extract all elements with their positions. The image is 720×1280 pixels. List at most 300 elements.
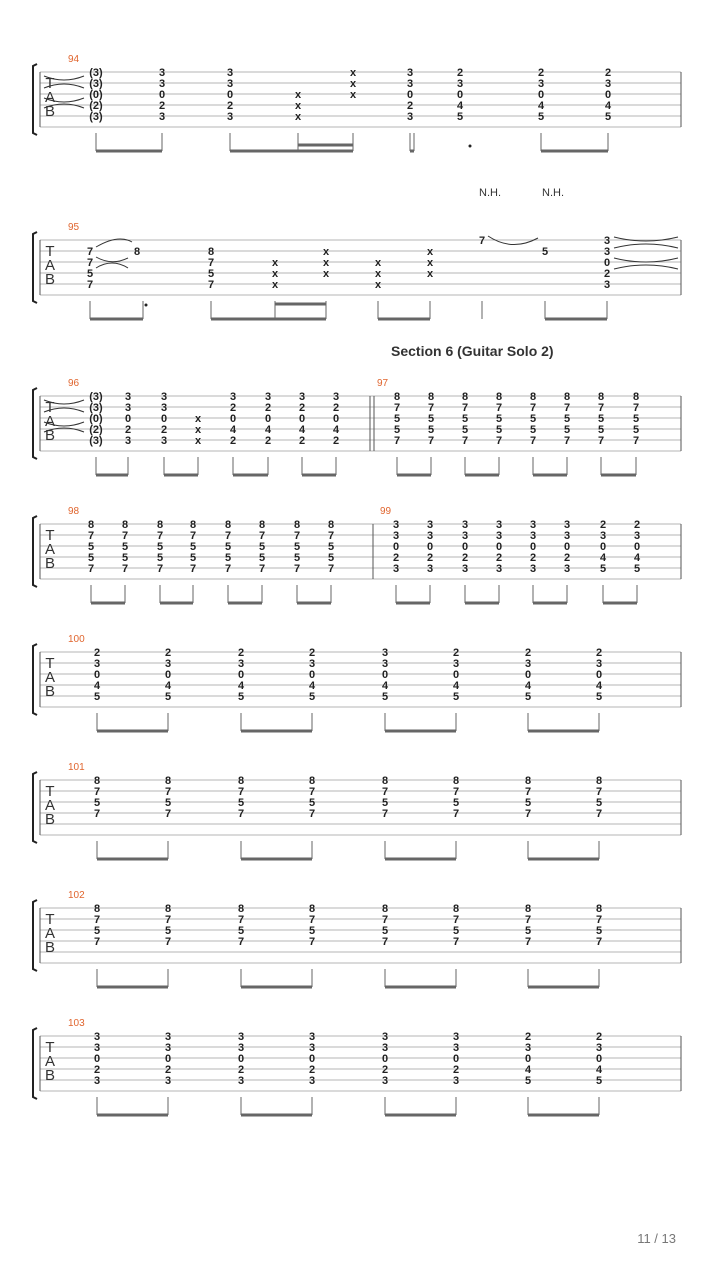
- fret-number: 2: [124, 424, 132, 436]
- fret-number: 5: [563, 424, 571, 436]
- fret-number: 2: [456, 67, 464, 79]
- dead-note: x: [374, 268, 382, 280]
- fret-number: 3: [237, 1075, 245, 1087]
- fret-number: 5: [595, 925, 603, 937]
- rhythm-dot: [469, 145, 472, 148]
- fret-number: (2): [89, 424, 103, 436]
- fret-number: 5: [308, 691, 316, 703]
- fret-number: 7: [237, 936, 245, 948]
- fret-number: 5: [524, 691, 532, 703]
- fret-number: 7: [327, 563, 335, 575]
- fret-number: 7: [595, 808, 603, 820]
- fret-number: 7: [327, 530, 335, 542]
- dead-note: x: [271, 257, 279, 269]
- fret-number: 4: [264, 424, 272, 436]
- fret-number: 8: [524, 903, 532, 915]
- fret-number: 3: [461, 530, 469, 542]
- fret-number: 7: [164, 786, 172, 798]
- tab-clef-letter: A: [44, 257, 56, 274]
- fret-number: 4: [537, 100, 545, 112]
- fret-number: (3): [89, 67, 103, 79]
- fret-number: (3): [89, 78, 103, 90]
- fret-number: 8: [258, 519, 266, 531]
- fret-number: 5: [633, 563, 641, 575]
- fret-number: 8: [595, 903, 603, 915]
- tab-clef-letter: B: [44, 811, 56, 828]
- fret-number: 7: [308, 914, 316, 926]
- fret-number: 4: [604, 100, 612, 112]
- tie-curve: [614, 258, 678, 262]
- fret-number: 8: [327, 519, 335, 531]
- fret-number: 7: [86, 257, 94, 269]
- fret-number: 7: [427, 402, 435, 414]
- fret-number: 8: [381, 775, 389, 787]
- fret-number: 7: [93, 786, 101, 798]
- tab-clef-letter: A: [44, 1053, 56, 1070]
- fret-number: 3: [406, 67, 414, 79]
- fret-number: 2: [461, 552, 469, 564]
- fret-number: 7: [258, 563, 266, 575]
- fret-number: 0: [633, 541, 641, 553]
- fret-number: 7: [529, 402, 537, 414]
- fret-number: 7: [207, 279, 215, 291]
- fret-number: 3: [158, 78, 166, 90]
- tab-clef-letter: A: [44, 89, 56, 106]
- fret-number: 5: [452, 691, 460, 703]
- fret-number: 2: [237, 1064, 245, 1076]
- fret-number: 5: [427, 413, 435, 425]
- fret-number: 5: [164, 797, 172, 809]
- fret-number: 3: [164, 1075, 172, 1087]
- fret-number: 0: [298, 413, 306, 425]
- tie-curve: [614, 265, 678, 269]
- fret-number: 0: [158, 89, 166, 101]
- fret-number: 4: [164, 680, 172, 692]
- fret-number: 4: [456, 100, 464, 112]
- fret-number: 0: [381, 1053, 389, 1065]
- fret-number: 3: [529, 530, 537, 542]
- fret-number: 8: [156, 519, 164, 531]
- fret-number: 3: [308, 1042, 316, 1054]
- fret-number: 7: [595, 914, 603, 926]
- tab-clef-letter: B: [44, 103, 56, 120]
- system-bracket: [33, 64, 37, 135]
- fret-number: 3: [452, 1075, 460, 1087]
- fret-number: 7: [524, 914, 532, 926]
- fret-number: 4: [524, 1064, 532, 1076]
- fret-number: 5: [93, 797, 101, 809]
- fret-number: 0: [93, 669, 101, 681]
- fret-number: 0: [229, 413, 237, 425]
- fret-number: 2: [332, 435, 340, 447]
- fret-number: 0: [604, 89, 612, 101]
- fret-number: 7: [308, 786, 316, 798]
- measure-number: 95: [68, 222, 80, 233]
- measure-number: 96: [68, 378, 80, 389]
- fret-number: 5: [87, 541, 95, 553]
- fret-number: 5: [524, 797, 532, 809]
- fret-number: 3: [124, 402, 132, 414]
- fret-number: 5: [224, 552, 232, 564]
- fret-number: 7: [93, 808, 101, 820]
- system-bracket: [33, 516, 37, 587]
- fret-number: 2: [426, 552, 434, 564]
- fret-number: (3): [89, 111, 103, 123]
- fret-number: 0: [595, 669, 603, 681]
- fret-number: 3: [603, 279, 611, 291]
- fret-number: 5: [495, 424, 503, 436]
- dead-note: x: [294, 89, 302, 101]
- fret-number: 0: [264, 413, 272, 425]
- fret-number: 3: [524, 658, 532, 670]
- tie-curve: [614, 244, 678, 248]
- fret-number: 8: [87, 519, 95, 531]
- dead-note: x: [294, 111, 302, 123]
- fret-number: 2: [93, 647, 101, 659]
- fret-number: 5: [604, 111, 612, 123]
- measure-number: 103: [68, 1018, 85, 1029]
- fret-number: 0: [237, 669, 245, 681]
- fret-number: 8: [381, 903, 389, 915]
- fret-number: 7: [156, 530, 164, 542]
- fret-number: 4: [229, 424, 237, 436]
- fret-number: 3: [529, 519, 537, 531]
- fret-number: 2: [298, 402, 306, 414]
- page-number: 11 / 13: [637, 1231, 676, 1246]
- fret-number: (0): [89, 413, 103, 425]
- dead-note: x: [426, 246, 434, 258]
- fret-number: 5: [164, 691, 172, 703]
- fret-number: 0: [452, 1053, 460, 1065]
- fret-number: 5: [237, 691, 245, 703]
- fret-number: 0: [456, 89, 464, 101]
- fret-number: 3: [381, 658, 389, 670]
- fret-number: 8: [595, 775, 603, 787]
- dead-note: x: [426, 257, 434, 269]
- fret-number: 7: [293, 563, 301, 575]
- fret-number: 5: [164, 925, 172, 937]
- tab-clef-letter: A: [44, 925, 56, 942]
- fret-number: 5: [461, 413, 469, 425]
- fret-number: 7: [381, 786, 389, 798]
- fret-number: 7: [164, 936, 172, 948]
- fret-number: 7: [121, 530, 129, 542]
- system-bracket: [33, 1028, 37, 1099]
- dead-note: x: [194, 413, 202, 425]
- fret-number: 5: [529, 424, 537, 436]
- fret-number: 7: [597, 402, 605, 414]
- fret-number: 3: [93, 658, 101, 670]
- tab-clef-letter: T: [45, 655, 55, 672]
- fret-number: 2: [524, 1031, 532, 1043]
- fret-number: 7: [632, 435, 640, 447]
- fret-number: 3: [93, 1042, 101, 1054]
- fret-number: 7: [237, 786, 245, 798]
- fret-number: 3: [381, 1031, 389, 1043]
- fret-number: 7: [524, 808, 532, 820]
- fret-number: 3: [264, 391, 272, 403]
- fret-number: 7: [495, 435, 503, 447]
- fret-number: 5: [237, 797, 245, 809]
- fret-number: 7: [495, 402, 503, 414]
- fret-number: 2: [332, 402, 340, 414]
- tab-clef-letter: B: [44, 683, 56, 700]
- fret-number: 3: [392, 563, 400, 575]
- fret-number: 7: [563, 402, 571, 414]
- fret-number: 7: [452, 914, 460, 926]
- fret-number: 4: [381, 680, 389, 692]
- fret-number: 7: [87, 530, 95, 542]
- fret-number: 8: [164, 903, 172, 915]
- fret-number: 0: [93, 1053, 101, 1065]
- harmonic-label: N.H.: [479, 187, 501, 199]
- fret-number: 3: [93, 1075, 101, 1087]
- tab-clef-letter: A: [44, 669, 56, 686]
- fret-number: 7: [86, 246, 94, 258]
- rhythm-dot: [145, 304, 148, 307]
- fret-number: 7: [293, 530, 301, 542]
- system-bracket: [33, 388, 37, 459]
- fret-number: 0: [124, 413, 132, 425]
- fret-number: 3: [160, 402, 168, 414]
- fret-number: 7: [595, 936, 603, 948]
- fret-number: 3: [604, 78, 612, 90]
- fret-number: 2: [93, 1064, 101, 1076]
- fret-number: 8: [308, 903, 316, 915]
- fret-number: 8: [224, 519, 232, 531]
- measure-number: 97: [377, 378, 389, 389]
- fret-number: 5: [308, 797, 316, 809]
- fret-number: 7: [189, 563, 197, 575]
- fret-number: 5: [381, 797, 389, 809]
- fret-number: 5: [237, 925, 245, 937]
- fret-number: 8: [632, 391, 640, 403]
- fret-number: 5: [599, 563, 607, 575]
- fret-number: 3: [603, 235, 611, 247]
- fret-number: 7: [308, 808, 316, 820]
- fret-number: 0: [529, 541, 537, 553]
- fret-number: 0: [164, 1053, 172, 1065]
- fret-number: 8: [237, 903, 245, 915]
- fret-number: 2: [264, 435, 272, 447]
- fret-number: 5: [293, 552, 301, 564]
- fret-number: 5: [308, 925, 316, 937]
- fret-number: 5: [93, 691, 101, 703]
- fret-number: 8: [293, 519, 301, 531]
- fret-number: 2: [229, 402, 237, 414]
- fret-number: 8: [237, 775, 245, 787]
- dead-note: x: [374, 279, 382, 291]
- fret-number: 0: [406, 89, 414, 101]
- measure-number: 99: [380, 506, 392, 517]
- fret-number: 3: [124, 391, 132, 403]
- measure-number: 102: [68, 890, 85, 901]
- dead-note: x: [349, 78, 357, 90]
- fret-number: 3: [164, 1031, 172, 1043]
- fret-number: 7: [86, 279, 94, 291]
- tab-clef-letter: B: [44, 427, 56, 444]
- fret-number: 3: [381, 647, 389, 659]
- fret-number: 7: [597, 435, 605, 447]
- fret-number: 7: [207, 257, 215, 269]
- fret-number: 5: [156, 552, 164, 564]
- tab-clef-letter: B: [44, 1067, 56, 1084]
- fret-number: 5: [93, 925, 101, 937]
- dead-note: x: [271, 268, 279, 280]
- fret-number: 7: [308, 936, 316, 948]
- fret-number: 8: [495, 391, 503, 403]
- fret-number: 2: [164, 647, 172, 659]
- fret-number: 3: [158, 111, 166, 123]
- fret-number: (3): [89, 391, 103, 403]
- fret-number: 5: [224, 541, 232, 553]
- fret-number: 8: [524, 775, 532, 787]
- fret-number: 8: [207, 246, 215, 258]
- dead-note: x: [322, 268, 330, 280]
- fret-number: 7: [237, 914, 245, 926]
- fret-number: 7: [524, 936, 532, 948]
- fret-number: 5: [258, 552, 266, 564]
- fret-number: 4: [332, 424, 340, 436]
- fret-number: 2: [604, 67, 612, 79]
- fret-number: 5: [327, 552, 335, 564]
- fret-number: 0: [537, 89, 545, 101]
- fret-number: 5: [632, 413, 640, 425]
- fret-number: 7: [93, 936, 101, 948]
- fret-number: 0: [563, 541, 571, 553]
- fret-number: 3: [381, 1075, 389, 1087]
- fret-number: 5: [258, 541, 266, 553]
- fret-number: 8: [452, 903, 460, 915]
- fret-number: 5: [541, 246, 549, 258]
- dead-note: x: [426, 268, 434, 280]
- fret-number: 4: [298, 424, 306, 436]
- fret-number: 3: [226, 78, 234, 90]
- dead-note: x: [349, 89, 357, 101]
- fret-number: 3: [298, 391, 306, 403]
- fret-number: 7: [121, 563, 129, 575]
- fret-number: 5: [495, 413, 503, 425]
- fret-number: 3: [452, 1042, 460, 1054]
- fret-number: 5: [393, 424, 401, 436]
- fret-number: 4: [93, 680, 101, 692]
- tab-clef-letter: B: [44, 271, 56, 288]
- fret-number: 5: [393, 413, 401, 425]
- fret-number: 5: [524, 1075, 532, 1087]
- fret-number: 0: [595, 1053, 603, 1065]
- fret-number: 2: [237, 647, 245, 659]
- fret-number: 7: [393, 435, 401, 447]
- fret-number: 3: [392, 519, 400, 531]
- fret-number: 7: [87, 563, 95, 575]
- fret-number: 3: [495, 530, 503, 542]
- fret-number: 2: [529, 552, 537, 564]
- fret-number: 8: [164, 775, 172, 787]
- fret-number: 5: [456, 111, 464, 123]
- fret-number: 3: [237, 658, 245, 670]
- tab-clef-letter: T: [45, 243, 55, 260]
- fret-number: 7: [164, 914, 172, 926]
- fret-number: 2: [595, 647, 603, 659]
- fret-number: 3: [226, 67, 234, 79]
- fret-number: 3: [308, 658, 316, 670]
- fret-number: 7: [563, 435, 571, 447]
- fret-number: 3: [426, 563, 434, 575]
- fret-number: 3: [332, 391, 340, 403]
- fret-number: 5: [87, 552, 95, 564]
- fret-number: 3: [164, 1042, 172, 1054]
- fret-number: 8: [393, 391, 401, 403]
- fret-number: 7: [224, 530, 232, 542]
- tab-clef-letter: T: [45, 911, 55, 928]
- measure-number: 94: [68, 54, 80, 65]
- fret-number: 0: [392, 541, 400, 553]
- fret-number: 3: [537, 78, 545, 90]
- fret-number: 8: [93, 775, 101, 787]
- fret-number: 5: [427, 424, 435, 436]
- fret-number: 0: [599, 541, 607, 553]
- fret-number: 4: [595, 1064, 603, 1076]
- fret-number: 3: [308, 1031, 316, 1043]
- fret-number: 7: [381, 808, 389, 820]
- fret-number: 8: [427, 391, 435, 403]
- fret-number: 5: [207, 268, 215, 280]
- fret-number: 0: [461, 541, 469, 553]
- fret-number: 5: [381, 691, 389, 703]
- tie-curve: [96, 257, 128, 262]
- fret-number: 2: [537, 67, 545, 79]
- fret-number: 4: [595, 680, 603, 692]
- fret-number: 5: [595, 691, 603, 703]
- section-title: Section 6 (Guitar Solo 2): [391, 343, 554, 359]
- fret-number: 3: [495, 519, 503, 531]
- fret-number: 0: [452, 669, 460, 681]
- fret-number: 5: [189, 541, 197, 553]
- fret-number: 5: [381, 925, 389, 937]
- fret-number: 3: [452, 658, 460, 670]
- fret-number: 0: [160, 413, 168, 425]
- fret-number: 2: [452, 1064, 460, 1076]
- fret-number: 5: [595, 1075, 603, 1087]
- fret-number: 3: [495, 563, 503, 575]
- fret-number: 7: [189, 530, 197, 542]
- fret-number: (0): [89, 89, 103, 101]
- fret-number: 3: [381, 1042, 389, 1054]
- tab-clef-letter: T: [45, 527, 55, 544]
- tab-clef-letter: B: [44, 555, 56, 572]
- fret-number: 7: [478, 235, 486, 247]
- fret-number: 2: [452, 647, 460, 659]
- fret-number: 5: [597, 413, 605, 425]
- fret-number: 7: [381, 914, 389, 926]
- tab-clef-letter: T: [45, 399, 55, 416]
- tab-clef-letter: A: [44, 413, 56, 430]
- fret-number: 7: [381, 936, 389, 948]
- fret-number: 7: [452, 808, 460, 820]
- fret-number: 3: [603, 246, 611, 258]
- fret-number: 3: [456, 78, 464, 90]
- fret-number: 2: [495, 552, 503, 564]
- fret-number: 3: [237, 1042, 245, 1054]
- fret-number: 3: [406, 78, 414, 90]
- fret-number: 8: [529, 391, 537, 403]
- fret-number: 0: [524, 669, 532, 681]
- fret-number: 3: [237, 1031, 245, 1043]
- fret-number: 5: [86, 268, 94, 280]
- fret-number: 7: [224, 563, 232, 575]
- fret-number: 5: [595, 797, 603, 809]
- dead-note: x: [271, 279, 279, 291]
